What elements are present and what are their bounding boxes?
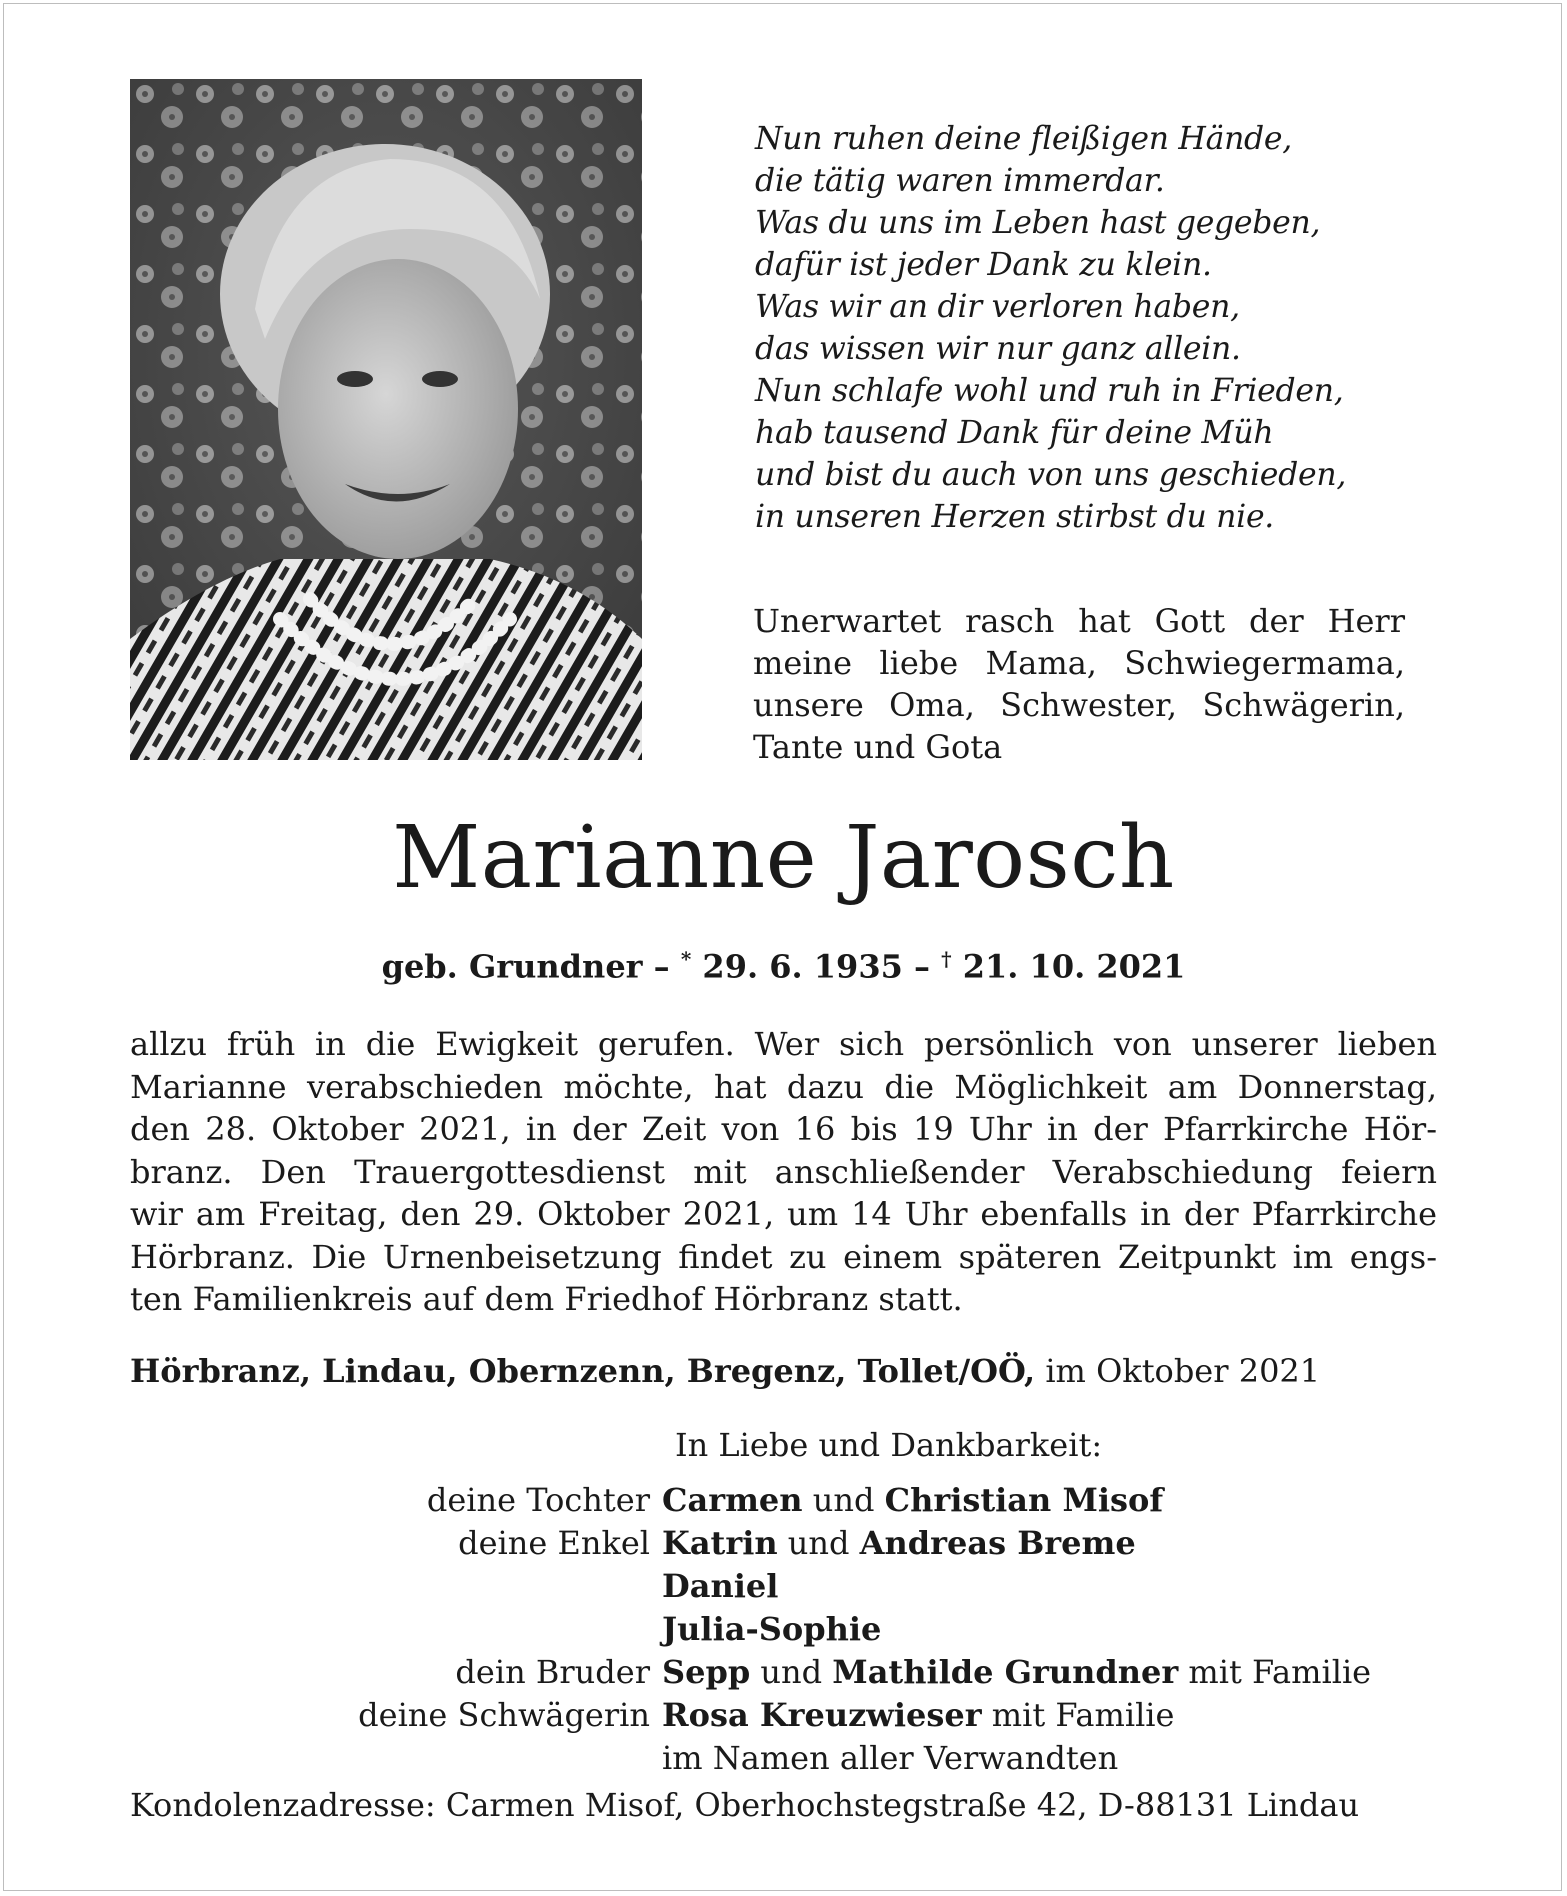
mourner-names — [662, 1565, 1510, 1608]
poem-line: Was du uns im Leben hast gegeben, — [755, 205, 1321, 241]
body-line: allzu früh in die Ewigkeit gerufen. Wer sich persönlich von unserer lieben — [130, 1025, 1437, 1063]
mourner-row — [130, 1737, 1510, 1780]
body-line: ten Familienkreis auf dem Friedhof Hörbranz statt. — [130, 1280, 963, 1318]
mourner-row — [130, 1565, 1510, 1608]
mourner-name: Rosa Kreuzwieser — [662, 1696, 982, 1734]
body-line: Marianne verabschieden möchte, hat dazu die Möglichkeit am Donnerstag, — [130, 1067, 1437, 1106]
mourner-names — [662, 1522, 1510, 1565]
poem-line: Was wir an dir verloren haben, — [755, 289, 1240, 325]
memorial-poem — [755, 118, 1475, 538]
relation-label — [130, 1565, 662, 1608]
mourner-name: Christian Misof — [884, 1481, 1164, 1519]
mourner-names — [662, 1694, 1510, 1737]
intro-line: Unerwartet rasch hat Gott der Herr — [753, 602, 1405, 640]
body-line: branz. Den Trauergottesdienst mit anschließender Verabschiedung feiern — [130, 1152, 1437, 1191]
conjunction: und — [750, 1653, 833, 1691]
family-suffix: mit Familie — [1178, 1653, 1372, 1691]
body-line: Hörbranz. Die Urnenbeisetzung findet zu einem späteren Zeitpunkt im engs- — [130, 1237, 1437, 1276]
birth-date: 29. 6. 1935 — [691, 947, 903, 986]
mourner-row — [130, 1479, 1510, 1522]
maiden-name: geb. Grundner — [381, 947, 643, 986]
birth-mark: * — [680, 947, 692, 971]
mourner-name: Katrin — [662, 1524, 778, 1562]
relation-label — [130, 1608, 662, 1651]
relation-label: deine Enkel — [458, 1524, 650, 1562]
mourner-name: Andreas Breme — [859, 1524, 1136, 1562]
mourner-name: Julia-Sophie — [662, 1610, 882, 1648]
deceased-name: Marianne Jarosch — [392, 808, 1175, 908]
thanks-line: In Liebe und Dankbarkeit: — [675, 1426, 1103, 1464]
mourner-name: Carmen — [662, 1481, 803, 1519]
mourner-row — [130, 1608, 1510, 1651]
poem-line: Nun schlafe wohl und ruh in Frieden, — [755, 373, 1344, 409]
condolence-address: Kondolenzadresse: Carmen Misof, Oberhochstegstraße 42, D-88131 Lindau — [130, 1786, 1360, 1824]
poem-line: und bist du auch von uns geschieden, — [755, 457, 1347, 493]
poem-line: in unseren Herzen stirbst du nie. — [755, 499, 1275, 535]
death-date: 21. 10. 2021 — [951, 947, 1186, 986]
place-towns: Hörbranz, Lindau, Obernzenn, Bregenz, Tollet/OÖ, — [130, 1352, 1036, 1390]
poem-line: hab tausend Dank für deine Müh — [755, 415, 1274, 451]
portrait-image — [130, 79, 642, 760]
poem-line: Nun ruhen deine fleißigen Hände, — [755, 121, 1292, 157]
relation-label: dein Bruder — [455, 1653, 650, 1691]
announcement-intro — [753, 600, 1405, 768]
intro-line: meine liebe Mama, Schwiegermama, — [753, 644, 1405, 682]
separator: – — [902, 947, 942, 986]
relation-label: deine Tochter — [426, 1481, 650, 1519]
funeral-details — [130, 1023, 1437, 1321]
body-line: den 28. Oktober 2021, in der Zeit von 16 bis 19 Uhr in der Pfarrkirche Hör- — [130, 1110, 1437, 1148]
conjunction: und — [802, 1481, 885, 1519]
mourner-names — [662, 1608, 1510, 1651]
place-date: im Oktober 2021 — [1035, 1352, 1321, 1390]
body-line: wir am Freitag, den 29. Oktober 2021, um 14 Uhr ebenfalls in der Pfarrkirche — [130, 1195, 1437, 1233]
mourner-row — [130, 1522, 1510, 1565]
mourner-names — [662, 1651, 1510, 1694]
place-and-date — [130, 1350, 1470, 1392]
life-dates — [0, 937, 1567, 989]
mourner-name: Sepp — [662, 1653, 751, 1691]
intro-line: unsere Oma, Schwester, Schwägerin, — [753, 686, 1405, 724]
mourner-row — [130, 1694, 1510, 1737]
mourner-name: Mathilde Grundner — [832, 1653, 1179, 1691]
relation-label — [130, 1737, 662, 1780]
relation-label: deine Schwägerin — [358, 1696, 650, 1734]
poem-line: das wissen wir nur ganz allein. — [755, 331, 1241, 367]
intro-line: Tante und Gota — [753, 728, 1003, 766]
mourner-names — [662, 1479, 1510, 1522]
death-mark: † — [941, 947, 952, 971]
mourner-name: Daniel — [662, 1567, 779, 1605]
poem-line: dafür ist jeder Dank zu klein. — [755, 247, 1212, 283]
poem-line: die tätig waren immerdar. — [755, 163, 1165, 199]
family-suffix: mit Familie — [981, 1696, 1175, 1734]
mourner-row — [130, 1651, 1510, 1694]
relatives-line: im Namen aller Verwandten — [662, 1739, 1119, 1777]
conjunction: und — [777, 1524, 860, 1562]
separator: – — [642, 947, 681, 986]
mourners-list — [130, 1479, 1510, 1780]
portrait-photo — [130, 79, 642, 760]
